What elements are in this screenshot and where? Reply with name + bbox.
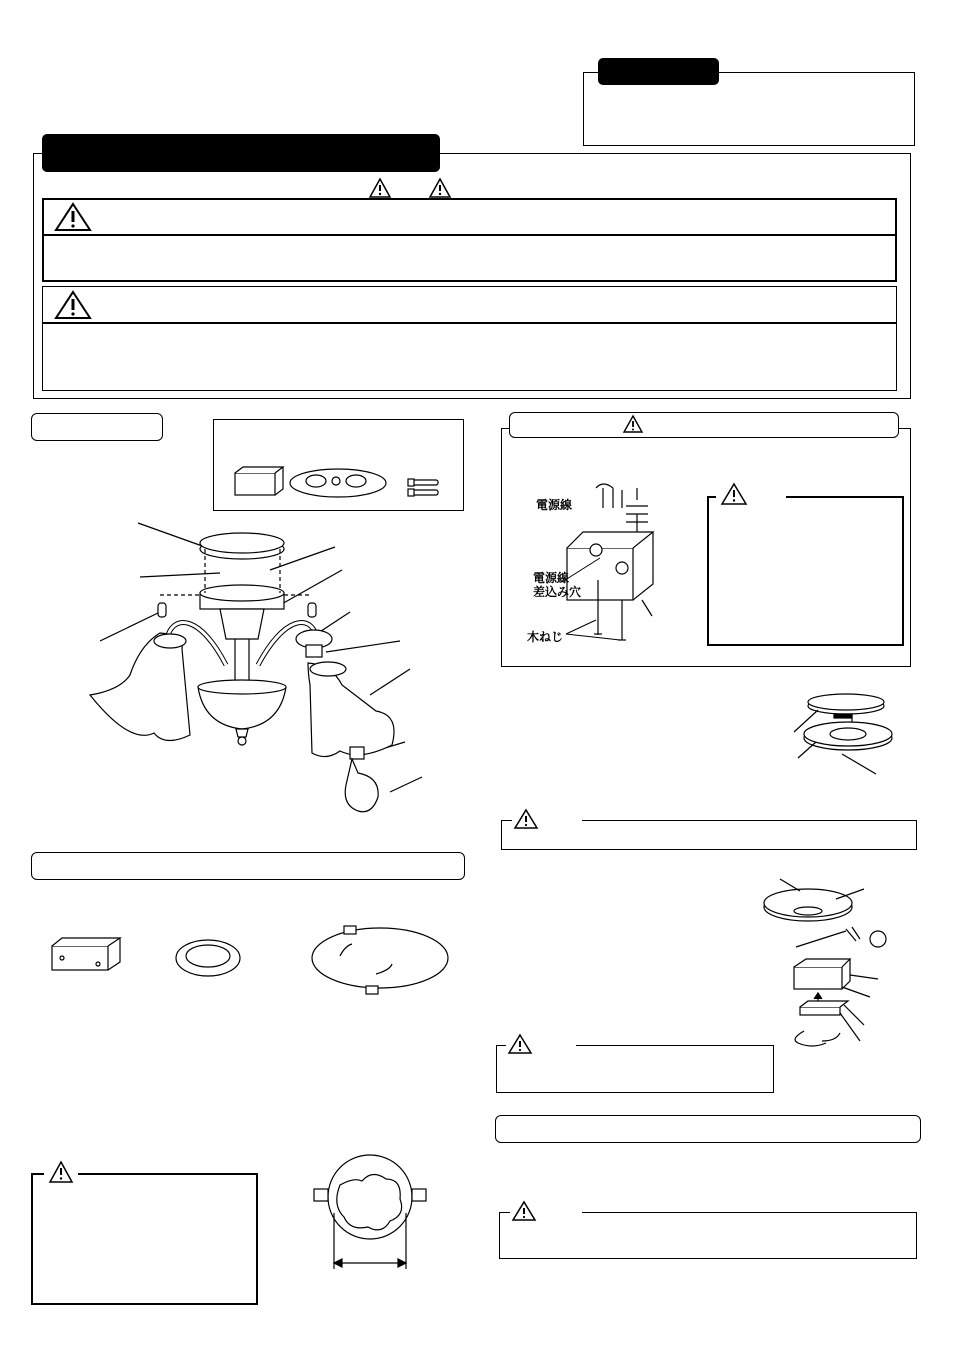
warning-triangle-icon [510, 1200, 582, 1224]
warning-triangle-icon [428, 177, 452, 199]
danger-box [42, 198, 897, 282]
caution-box [42, 286, 897, 391]
warning-triangle-icon [512, 808, 582, 832]
warning-triangle-icon [368, 177, 392, 199]
warning-triangle-icon [506, 1033, 576, 1057]
wiring-caution-box [707, 496, 904, 646]
warning-triangle-icon [48, 1160, 74, 1184]
ceiling-plate-illustration [790, 690, 900, 780]
wood-screws-label: 木ねじ [527, 630, 564, 644]
note-box-title-bar [598, 58, 719, 85]
parts-heading [31, 413, 163, 441]
warning-triangle-icon [720, 482, 748, 506]
mounting-heading [495, 1115, 921, 1143]
caution-box-divider [42, 322, 897, 324]
mounting-ring-illustration [310, 1155, 430, 1275]
bracket-assembly-illustration [760, 875, 910, 1050]
insertion-hole-label: 電源線 差込み穴 [533, 571, 582, 599]
danger-box-divider [42, 234, 897, 236]
label-leader-lines [560, 540, 620, 640]
chandelier-exploded-illustration [80, 515, 440, 825]
warning-triangle-icon [54, 202, 92, 232]
warning-triangle-icon [54, 290, 92, 320]
wiring-heading [509, 412, 899, 438]
ceiling-types-illustration [40, 920, 440, 1000]
warning-triangle-icon [622, 414, 644, 434]
accessories-illustration [213, 419, 464, 511]
power-wire-label: 電源線 [536, 498, 573, 512]
ceiling-type-heading [31, 852, 465, 880]
safety-title-bar [42, 134, 440, 172]
caution-note-left [31, 1173, 258, 1305]
